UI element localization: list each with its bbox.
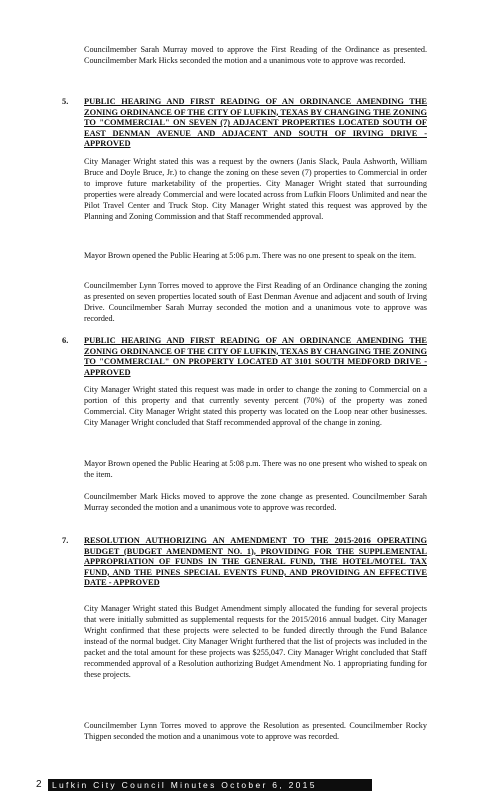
item-heading-6: PUBLIC HEARING AND FIRST READING OF AN ORDINANCE AMENDING THE ZONING ORDINANCE OF THE CITY OF LUFKIN, TEXAS BY CHANGING THE ZONING TO "COMMERCIAL" ON PROPERTY LOCATED AT 3101 SOUTH MEDFORD DRIVE - APPROVED <box>84 336 427 377</box>
paragraph-item7-motion: Councilmember Lynn Torres moved to approve the Resolution as presented. Councilmember Rocky Thigpen seconded the motion and a unanimous vote to approve was recorded. <box>84 721 427 741</box>
paragraph-item6-public-hearing: Mayor Brown opened the Public Hearing at 5:08 p.m. There was no one present who wished to speak on the item. <box>84 459 427 479</box>
page-number: 2 <box>36 779 42 790</box>
paragraph-item5-staff-report: City Manager Wright stated this was a request by the owners (Janis Slack, Paula Ashworth, William Bruce and Doyle Bruce, Jr.) to change the zoning on these seven (7) properties to Commercial in order to improve future marketability of the properties. City Manager Wright stated that surrounding properties were already Commercial and were located across from Lufkin Floors Unlimited and near the Pilot Travel Center and Truck Stop. City Manager Wright stated this request was approved by the Planning and Zoning Commission and that Staff recommended approval. <box>84 157 427 221</box>
paragraph-item5-motion: Councilmember Lynn Torres moved to approve the First Reading of an Ordinance changing the zoning as presented on seven properties located south of East Denman Avenue and adjacent and south of Irving Drive. Councilmember Sarah Murray seconded the motion and a unanimous vote to approve was recorded. <box>84 281 427 323</box>
item-number-7: 7. <box>62 536 69 545</box>
item-heading-7: RESOLUTION AUTHORIZING AN AMENDMENT TO THE 2015-2016 OPERATING BUDGET (BUDGET AMENDMENT NO. 1), PROVIDING FOR THE SUPPLEMENTAL APPROPRIATION OF FUNDS IN THE GENERAL FUND, THE HOTEL/MOTEL TAX FUND, AND THE PINES SPECIAL EVENTS FUND, AND PROVIDING AN EFFECTIVE DATE - APPROVED <box>84 536 427 588</box>
paragraph-item6-motion: Councilmember Mark Hicks moved to approve the zone change as presented. Councilmember Sarah Murray seconded the motion and a unanimous vote to approve was recorded. <box>84 492 427 512</box>
item-number-6: 6. <box>62 336 69 345</box>
page-footer <box>36 778 372 791</box>
item-number-5: 5. <box>62 97 69 106</box>
paragraph-item6-staff-report: City Manager Wright stated this request was made in order to change the zoning to Commercial on a portion of this property and that currently seventy percent (70%) of the property was zoned Commercial. City Manager Wright stated this property was located on the Loop near other businesses. City Manager Wright concluded that Staff recommended approval of the change in zoning. <box>84 385 427 427</box>
item-heading-5: PUBLIC HEARING AND FIRST READING OF AN ORDINANCE AMENDING THE ZONING ORDINANCE OF THE CITY OF LUFKIN, TEXAS BY CHANGING THE ZONING TO "COMMERCIAL" ON SEVEN (7) ADJACENT PROPERTIES LOCATED SOUTH OF EAST DENMAN AVENUE AND ADJACENT AND SOUTH OF IRVING DRIVE - APPROVED <box>84 97 427 149</box>
paragraph-item7-staff-report: City Manager Wright stated this Budget Amendment simply allocated the funding for several projects that were initially submitted as supplemental requests for the 2015/2016 annual budget. City Manager Wright confirmed that these projects were selected to be funded directly through the Fund Balance instead of the normal budget. City Manager Wright furthered that the list of projects was included in the packet and the total amount for these projects was $255,047. City Manager Wright concluded that Staff recommended approval of a Resolution authorizing Budget Amendment No. 1 appropriating funding for these projects. <box>84 604 427 679</box>
paragraph-item5-public-hearing: Mayor Brown opened the Public Hearing at 5:06 p.m. There was no one present to speak on the item. <box>84 251 417 260</box>
footer-title-bar: Lufkin City Council Minutes October 6, 2015 <box>48 779 372 791</box>
paragraph-motion-prior-item: Councilmember Sarah Murray moved to approve the First Reading of the Ordinance as presented. Councilmember Mark Hicks seconded the motion and a unanimous vote to approve was recorded. <box>84 45 427 65</box>
